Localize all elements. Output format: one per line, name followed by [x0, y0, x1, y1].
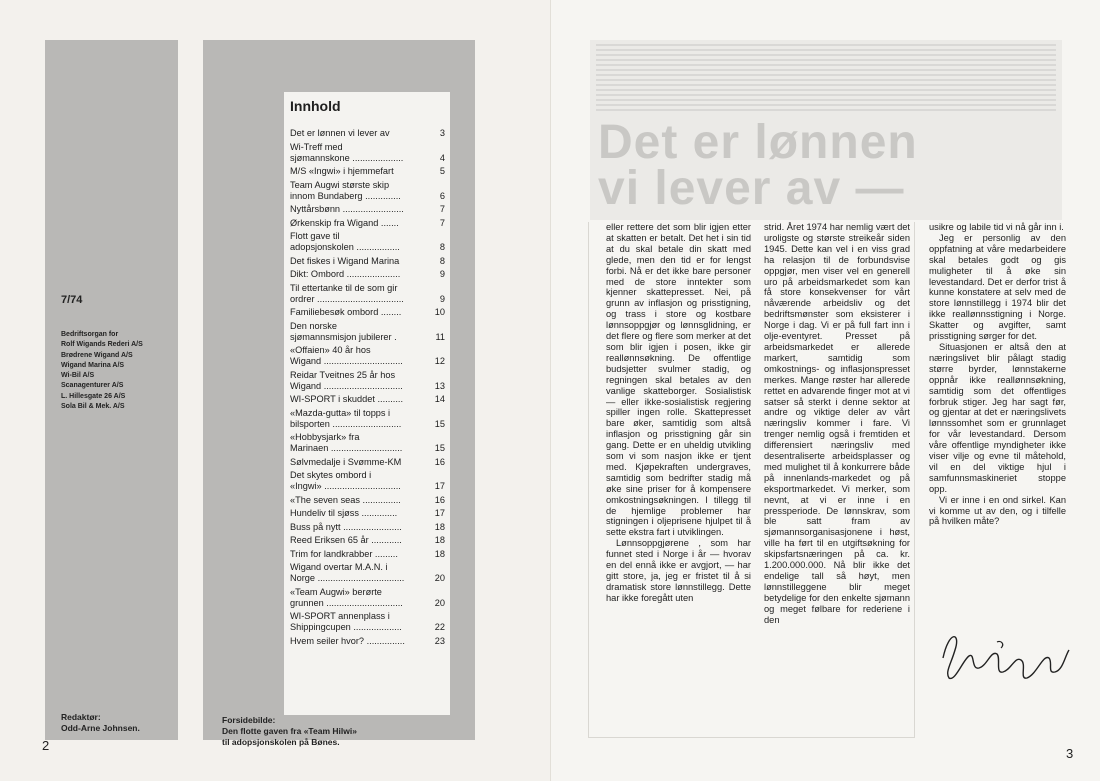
toc-item	[290, 180, 445, 202]
toc-item	[290, 562, 445, 584]
toc-item	[290, 508, 445, 519]
toc-item	[290, 142, 445, 164]
toc-title: Innhold	[290, 98, 341, 114]
toc-item-title: «Hobbysjark» fra Marinaen ............................	[290, 432, 403, 453]
toc-item	[290, 269, 445, 280]
toc-item	[290, 549, 445, 560]
toc-item	[290, 256, 445, 267]
headline-line: vi lever av —	[598, 162, 905, 215]
toc-item-page: 20	[434, 597, 445, 608]
owner-item: Scanagenturer A/S	[61, 382, 124, 390]
toc-item-title: «The seven seas ...............	[290, 494, 401, 505]
toc-item-page: 23	[434, 635, 445, 646]
signature-image	[935, 620, 1075, 690]
toc-item-title: Det skytes ombord i «Ingwi» ..............................	[290, 470, 401, 491]
toc-item-page: 15	[434, 443, 445, 453]
article-paragraph: eller rettere det som blir igjen etter at skatten er betalt. Det het i sin tid at du skal betale din skatt med glede, men den tid er for lengst forbi. Nå er det ikke bare personer med de store inntekter som kjenner skattepresset. Nei, på grunn av inflasjon og prisstigning, og trass i store og kostbare lønnsoppgjør og lønnsglidning, er det flere og flere som merker at det som blir igjen i posen, ikke gir reallønnsøkning. De offentlige budsjetter svulmer stadig, og regningen skal betales av den vanlige skatteborger. Sosialistisk — eller ikke-sosialistisk regjering spiller ingen rolle. Skattepresset bare øker, samtidig som altså inflasjon og prisstigning går sin gang. Dette er en uheldig utvikling som vi som nasjon ikke er tjent med. Kjøpekraften undergraves, samtidig som bedrifter stadig må øke sine priser for å kompensere omkostningsøkningen. I tillegg til de hjemlige problemer har stigningen i oljeprisene hjulpet til å sette ekstra fart i utviklingen.	[606, 222, 751, 538]
toc-item-title: Wi-Treff med sjømannskone ....................	[290, 141, 404, 163]
toc-item	[290, 636, 445, 647]
faded-print	[596, 44, 1056, 114]
article-column-3	[929, 222, 1066, 527]
toc-item-title: Team Augwi største skip innom Bundaberg ..............	[290, 179, 401, 201]
toc-item-title: Hvem seiler hvor? ...............	[290, 635, 405, 646]
toc-item-page: 11	[435, 331, 445, 342]
editor-block	[61, 712, 140, 734]
toc-item	[290, 470, 445, 492]
toc-list	[290, 128, 445, 647]
cover-caption-line: til adopsjonskolen på Bønes.	[222, 737, 340, 747]
toc-item-title: Hundeliv til sjøss ..............	[290, 508, 398, 518]
issue-number: 7/74	[61, 294, 83, 306]
toc-item-page: 8	[439, 255, 445, 266]
toc-item-title: «Mazda-gutta» til topps i bilsporten ...........................	[290, 407, 402, 429]
toc-item	[290, 231, 445, 253]
column-rule	[914, 222, 915, 738]
toc-item-title: Buss på nytt .......................	[290, 521, 402, 532]
owner-item: Wi-Bil A/S	[61, 372, 95, 380]
toc-item	[290, 611, 445, 633]
article-paragraph: Situasjonen er altså den at næringslivet blir pålagt stadig større byrder, lønnstakerne oppnår ikke reallønnsøkning, samtidig som det offentliges forbruk stiger. Jeg har sagt før, og gjentar at det er næringslivets lønnssomhet som er grunnlaget for vår levestandard. Dersom våre offentlige myndigheter ikke viser vilje og evne til måtehold, vil en del viktige hjul i samfunnsmaskineriet stoppe opp.	[929, 341, 1066, 494]
editor-label: Redaktør:	[61, 712, 101, 722]
toc-item-page: 13	[434, 380, 445, 391]
column-rule	[588, 222, 589, 738]
toc-item-title: Familiebesøk ombord ........	[290, 307, 402, 317]
owner-item: L. Hillesgate 26 A/S	[61, 392, 126, 400]
toc-item-page: 10	[434, 307, 445, 317]
toc-item-page: 6	[439, 190, 445, 201]
toc-item-title: Det fiskes i Wigand Marina	[290, 255, 400, 266]
article-column-1	[606, 222, 751, 604]
toc-item-page: 22	[434, 622, 445, 632]
toc-item-page: 14	[434, 394, 445, 404]
page-number-left: 2	[42, 738, 50, 753]
toc-item-title: Den norske sjømannsmisjon jubilerer .	[290, 320, 397, 342]
toc-item	[290, 128, 445, 139]
toc-item	[290, 370, 445, 392]
owner-item: Brødrene Wigand A/S	[61, 351, 133, 359]
toc-item-page: 17	[434, 481, 445, 491]
toc-item-page: 9	[439, 293, 445, 304]
toc-item	[290, 218, 445, 229]
column-rule	[588, 737, 915, 738]
toc-item-title: M/S «Ingwi» i hjemmefart	[290, 166, 394, 176]
article-paragraph: Lønnsoppgjørene , som har funnet sted i Norge i år — hvorav en del ennå ikke er avgjort, — har gitt store, ja, jeg er fristet til å si dramatisk store lønnstillegg. Dette har ikke foregått uten	[606, 538, 751, 603]
article-headline	[598, 116, 918, 215]
toc-item-page: 3	[439, 128, 445, 138]
toc-item	[290, 307, 445, 318]
toc-item-page: 12	[434, 356, 445, 366]
toc-item-page: 9	[439, 269, 445, 279]
table-of-contents	[284, 92, 450, 715]
cover-caption-label: Forsidebilde:	[222, 715, 276, 725]
article-paragraph: Jeg er personlig av den oppfatning at våre medarbeidere skal betales godt og gis muligheter til å øke sin levestandard. Det er derfor trist å kunne konstatere at selv med de store lønnstillegg i 1974 blir det ikke reallønnsstigning i Norge. Skatter og avgifter, samt prisstigning sørger for det.	[929, 232, 1066, 342]
toc-item	[290, 495, 445, 506]
toc-item-page: 7	[439, 204, 445, 214]
page-number-right: 3	[1066, 746, 1074, 761]
toc-item	[290, 166, 445, 177]
toc-item-title: Dikt: Ombord .....................	[290, 269, 401, 279]
toc-item	[290, 432, 445, 454]
toc-item-page: 7	[439, 217, 445, 228]
toc-item	[290, 321, 445, 343]
toc-item-page: 8	[439, 242, 445, 252]
toc-item-page: 15	[434, 418, 445, 429]
toc-item-title: Reed Eriksen 65 år ............	[290, 535, 402, 545]
toc-item-page: 17	[434, 508, 445, 518]
owners-block	[61, 330, 176, 412]
toc-item	[290, 394, 445, 405]
owner-item: Wigand Marina A/S	[61, 361, 125, 369]
toc-item	[290, 587, 445, 609]
toc-item-title: WI-SPORT annenplass i Shippingcupen ...................	[290, 611, 402, 632]
article-paragraph: usikre og labile tid vi nå går inn i.	[929, 222, 1064, 232]
editor-name: Odd-Arne Johnsen.	[61, 723, 140, 733]
article-column-2	[764, 222, 910, 626]
toc-item	[290, 522, 445, 533]
toc-item-title: «Team Augwi» berørte grunnen ..............................	[290, 586, 403, 608]
toc-item-page: 4	[439, 152, 445, 163]
owners-heading: Bedriftsorgan for	[61, 331, 119, 338]
toc-item-title: Wigand overtar M.A.N. i Norge ..................................	[290, 562, 405, 583]
toc-item-page: 16	[434, 456, 445, 467]
toc-item-page: 18	[434, 548, 445, 559]
article-paragraph: Vi er inne i en ond sirkel. Kan vi komme ut av den, og i tilfelle på hvilken måte?	[929, 494, 1066, 527]
toc-item-title: Til ettertanke til de som gir ordrer ..................................	[290, 282, 404, 304]
toc-item-title: «Offaien» 40 år hos Wigand ...............................	[290, 345, 403, 366]
toc-item-page: 5	[439, 166, 445, 176]
toc-item-page: 18	[434, 535, 445, 545]
toc-item	[290, 204, 445, 215]
toc-item-page: 20	[434, 573, 445, 583]
toc-item-title: Flott gave til adopsjonskolen .................	[290, 231, 400, 252]
toc-item-title: Det er lønnen vi lever av	[290, 128, 390, 138]
article-paragraph: strid. Året 1974 har nemlig vært det uroligste og største streikeår siden 1945. Dette kan vel i en viss grad ha relasjon til de forbundsvise oppgjør, men viser vel en generell uro på arbeidsmarkedet som kan få store konsekvenser for vårt nåværende arbeidsliv og det bedriftsmønster som eksisterer i Norge i dag. Vi er på full fart inn i olje-eventyret. Presset på arbeidsmarkedet er allerede markert, samtidig som omkostnings- og inflasjonspresset merkes. Mange røster har allerede rettet en advarende finger mot at vi satser så sterkt i denne sektor at andre og viktige deler av vårt næringsliv kommer i fare. Vi trenger nemlig også i fremtiden et differensiert næringsliv med desentraliserte arbeidsplasser og med mulighet til å konkurrere både på innenlands-markedet og på eksportmarkedet. Vi merker, som nevnt, at vi er inne i en pressperiode. De lønnskrav, som ble satt fram av sjømannsorganisasjonene i høst, ville ha ført til en utgiftsøkning for skipsfartsnæringen på ca. kr. 1.200.000.000. Nå blir ikke det endelige tall så høyt, men lønnstilleggene blir meget betydelige for den enkelte sjømann og meget følbare for rederiene i den	[764, 222, 910, 625]
toc-item-title: Ørkenskip fra Wigand .......	[290, 217, 399, 228]
owner-item: Rolf Wigands Rederi A/S	[61, 341, 143, 349]
toc-item-title: Trim for landkrabber .........	[290, 548, 398, 559]
toc-item-title: Reidar Tveitnes 25 år hos Wigand ...............................	[290, 369, 403, 391]
toc-item-title: Sølvmedalje i Svømme-KM	[290, 456, 402, 467]
toc-item	[290, 457, 445, 468]
toc-item-title: WI-SPORT i skuddet ..........	[290, 394, 404, 404]
cover-caption-line: Den flotte gaven fra «Team Hilwi»	[222, 726, 357, 736]
toc-item	[290, 345, 445, 367]
headline-line: Det er lønnen	[598, 116, 918, 169]
toc-item-page: 16	[434, 494, 445, 505]
toc-item	[290, 408, 445, 430]
cover-caption	[222, 715, 357, 748]
toc-item	[290, 535, 445, 546]
owner-item: Sola Bil & Mek. A/S	[61, 403, 125, 411]
toc-item-page: 18	[434, 521, 445, 532]
toc-item-title: Nyttårsbønn ........................	[290, 204, 404, 214]
toc-item	[290, 283, 445, 305]
